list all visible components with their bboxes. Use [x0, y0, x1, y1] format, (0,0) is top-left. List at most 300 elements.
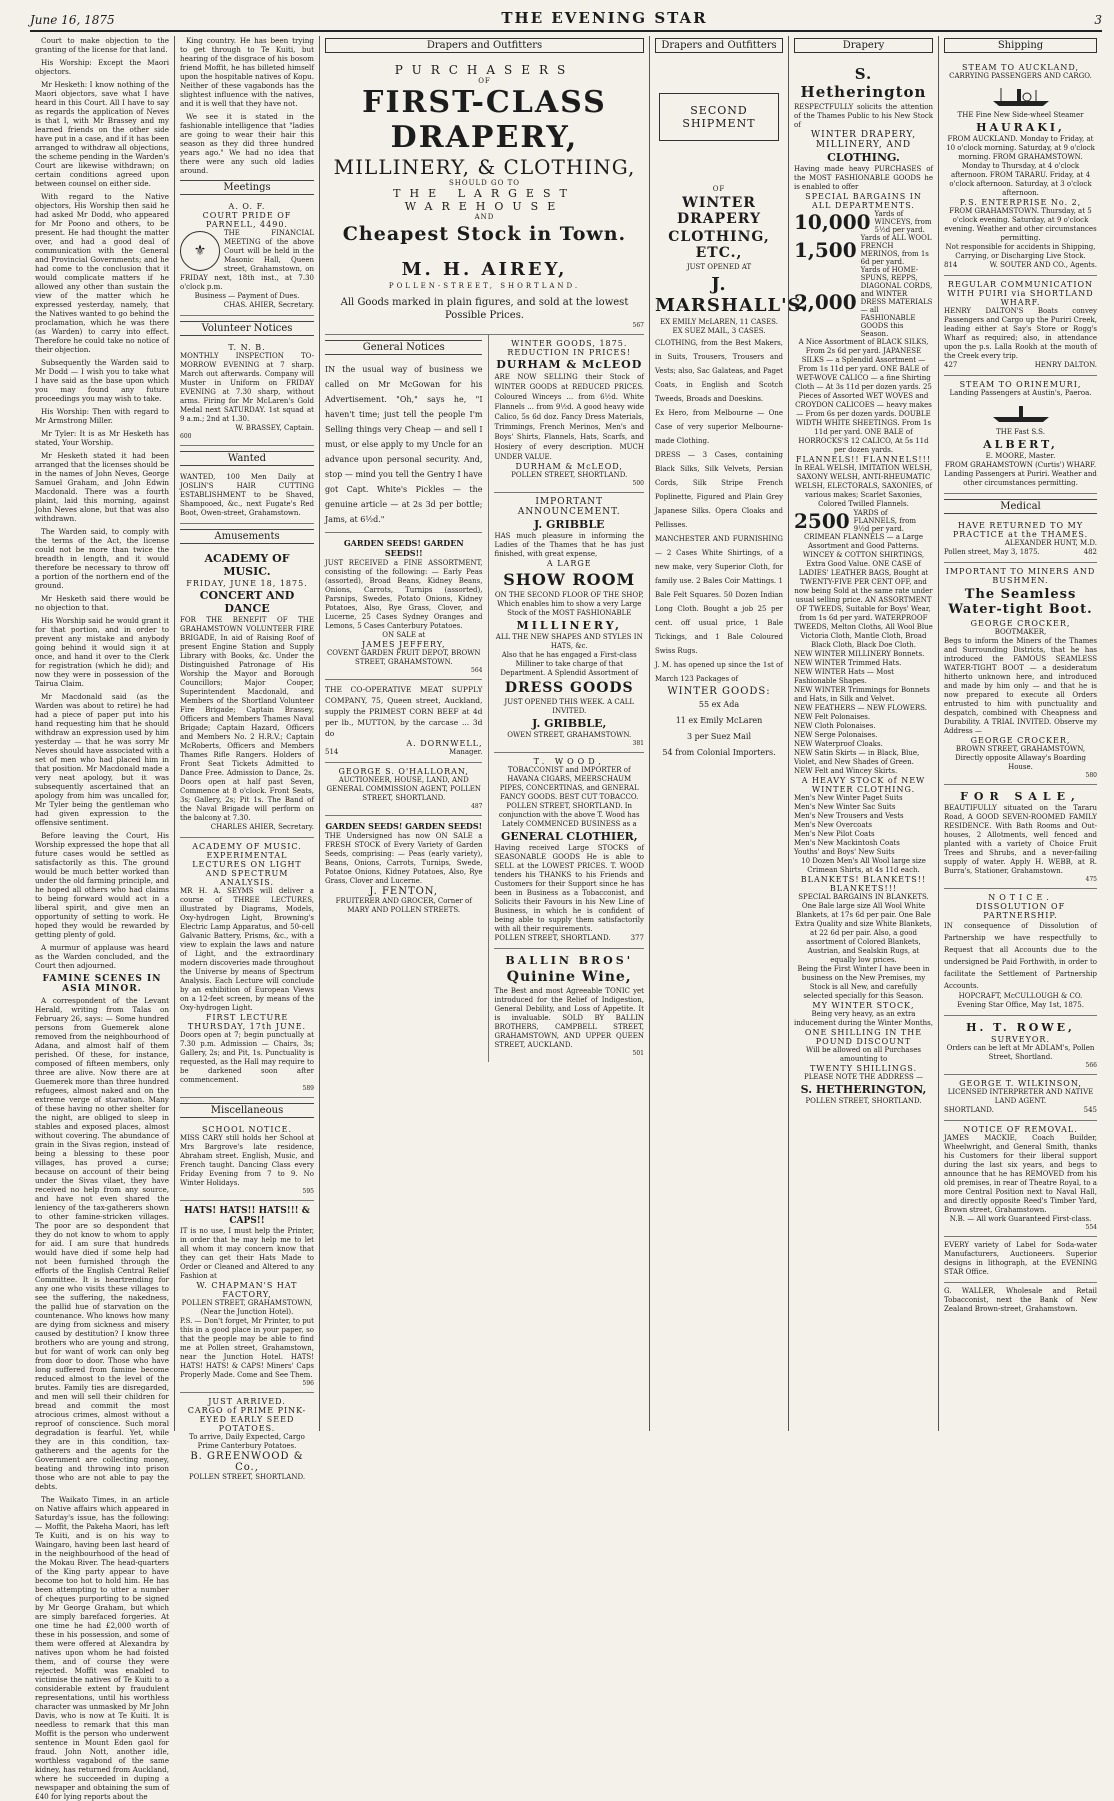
special-bargains: SPECIAL BARGAINS IN ALL DEPARTMENTS.: [805, 192, 922, 210]
dalton-text: HENRY DALTON'S Boats convey Passengers and Cargo up the Puriri Creek, leading either at Say's Store or Rogg's Wharf as required; also, in attendance upon the p.s. Lalla Rookh at the mouth of the Creek every trip.: [944, 307, 1097, 360]
school-text: MISS CARY still holds her School at Mrs Bargrove's late residence, Abraham street. English, Music, and French taught. Dancing Class every Friday Evening from 7 to 9. No Winter Holidays.: [180, 1134, 314, 1187]
millinery-clothing: MILLINERY, & CLOTHING,: [333, 155, 636, 179]
gribble-ad: [494, 493, 644, 753]
flannels-title: FLANNELS!! FLANNELS!!!: [795, 455, 932, 464]
list-item: Men's New Overcoats: [794, 821, 872, 829]
cargo-text: To arrive, Daily Expected, Cargo Prime Canterbury Potatoes.: [189, 1433, 305, 1450]
dissolution-ad: [944, 889, 1097, 1016]
dress-text: DRESS — 3 Cases, containing Black Silks, Silk Velvets, Persian Cords, Silk Stripe French Poplinette, Figured and Plain Grey Japanese Silks. Opera Cloaks and Pellisses.: [655, 451, 783, 529]
famine-headline: FAMINE SCENES IN ASIA MINOR.: [42, 974, 162, 994]
page-number: 3: [1094, 13, 1102, 27]
hunt-name: ALEXANDER HUNT, M.D.: [1004, 539, 1097, 547]
article-paragraph: Subsequently the Warden said to Mr Dodd — I wish you to take what I have said as the base upon which you may found any future proceedings you may wish to take.: [35, 358, 169, 403]
of-label-2: OF: [712, 185, 726, 193]
list-item: NEW Serge Polonaises.: [794, 731, 878, 739]
hauraki-name: HAURAKI,: [976, 121, 1065, 134]
jeffery-addr: COVENT GARDEN FRUIT DEPOT, BROWN STREET, GRAHAMSTOWN.: [326, 649, 481, 666]
rowe-text: Orders can be left at Mr ADLAM's, Pollen Street, Shortland.: [946, 1044, 1095, 1061]
list-item: Men's New Winter Paget Suits: [794, 794, 903, 802]
airey-name: M. H. AIREY,: [401, 259, 568, 280]
hunt-ad: [944, 517, 1097, 563]
packages-list: [655, 697, 783, 761]
wood-ad: [494, 753, 644, 949]
fig-2000-text: Yards of HOME-SPUNS, REPPS, DIAGONAL CORDS, and WINTER DRESS MATERIALS — all FASHIONABLE GOODS this Season.: [860, 266, 933, 338]
article-paragraph: His Worship: Except the Maori objectors.: [35, 58, 169, 76]
article-paragraph: Mr Macdonald said (as the Warden was about to retire) he had had a piece of paper put into his hand requesting him that he should withdraw an expression used by him yesterday — that he was sorry Mr Neves should have associated with a set of men who had placed him in that position. Mr Macdonald made a very neat apology, but it was subsequently ascertained that an apology from him was uncalled for, Mr Tyler being the gentleman who had given expression to the offensive sentiment.: [35, 692, 169, 827]
ohalloran-text: AUCTIONEER, HOUSE, LAND, AND GENERAL COMMISSION AGENT, POLLEN STREET, SHORTLAND.: [326, 776, 482, 802]
garden2-text: THE Undersigned has now ON SALE a FRESH STOCK of Every Variety of Garden Seeds, comprising: — Peas (early variety), Beans, Onions, Carrots, Turnips, Swede, Potatoe Onions, Kidney Potatoes, Also, Rye Grass, Clover and Lucerne.: [325, 832, 483, 885]
column-5: [789, 36, 939, 1431]
for-sale-title: FOR SALE,: [960, 790, 1081, 803]
ohalloran-ad: [325, 763, 482, 816]
silks-text: A Nice Assortment of BLACK SILKS, From 2s 6d per yard. JAPANESE SILKS — a Splendid Assortment — From 1s 11d per yard. ONE BALE of WET-WOVE CALICO — a fine Shirting Cloth — At 3s 11d per dozen yards. 25 Pieces of Assorted WET WOVES and CROYDON CALICOES — heavy makes — From 6s per dozen yards. DOUBLE WIDTH WHITE SHEETINGS. From 1s 11d per yard. ONE BALE of HORROCKS'S 12 CALICO, At 5s 11d per dozen yards.: [795, 338, 932, 454]
durham-ad: [494, 335, 644, 493]
concert-title: CONCERT AND DANCE: [199, 589, 295, 615]
rowe-ad: [944, 1016, 1097, 1075]
opened-text: J. M. has opened up since the 1st of March 123 Packages of: [655, 661, 783, 683]
albert-landing: Landing Passengers at Puriri. Weather and other circumstances permitting.: [944, 470, 1097, 487]
boot-title: The Seamless Water-tight Boot.: [948, 587, 1093, 617]
hats-text: IT is no use, I must help the Printer, in order that he may help me to let all whom it may concern know that they can get their Hats Made to Order or Cleaned and Altered to any Fashion at: [180, 1227, 314, 1280]
dozen-text: 10 Dozen Men's All Wool large size Crimean Shirts, at 4s 11d each.: [801, 857, 926, 874]
column-2-paragraphs: [180, 36, 314, 175]
mackie-num: 554: [1085, 1224, 1097, 1231]
article-paragraph: We see it is stated in the fashionable intelligence that "ladies are going to wear their hair this season as they did three hundred years ago." We had no idea that there were any such old ladies around.: [180, 112, 314, 175]
sale-ad: [944, 785, 1097, 889]
article-paragraph: The Warden said, to comply with the terms of the Act, the license could not be more than twice the breadth in length, and it would therefore be necessary to throw off a portion of the northern end of the ground.: [35, 527, 169, 590]
dalton-num: 427: [944, 361, 958, 369]
waller-text: G. WALLER, Wholesale and Retail Tobacconist, next the Bank of New Zealand Brown-street, Grahamstown.: [944, 1287, 1097, 1313]
interpreter-title: LICENSED INTERPRETER AND NATIVE LAND AGENT.: [947, 1088, 1094, 1105]
garden2-title: GARDEN SEEDS! GARDEN SEEDS!: [325, 821, 483, 831]
tnb-notice: [180, 339, 314, 446]
tnb-num: 600: [180, 433, 192, 440]
concert-notice: [180, 547, 314, 838]
winter-drapery: WINTER DRAPERY: [676, 195, 762, 227]
mackie-ad: [944, 1121, 1097, 1237]
souter-num: 814: [944, 261, 958, 269]
returned-text: HAVE RETURNED TO MY PRACTICE at the THAMES.: [952, 521, 1089, 539]
winter-goods-title: WINTER GOODS, 1875.: [511, 339, 628, 348]
new-items-list: [794, 650, 933, 776]
hats-name: W. CHAPMAN'S HAT FACTORY,: [196, 1281, 298, 1299]
court-title: COURT PRIDE OF PARNELL, 4490.: [202, 211, 292, 229]
column-6: [939, 36, 1102, 1431]
winter-stock-title: MY WINTER STOCK,: [812, 1001, 915, 1010]
opened-text: JUST OPENED THIS WEEK. A CALL INVITED.: [504, 698, 635, 715]
second-shipment-box: [659, 93, 779, 141]
ex-suez: EX SUEZ MAIL, 3 CASES.: [672, 327, 766, 335]
newspaper-title: THE EVENING STAR: [501, 9, 708, 27]
list-item: NEW WINTER Hats — Most Fashionable Shapes.: [794, 668, 894, 685]
list-item: Youths' and Boys' New Suits: [794, 848, 895, 856]
gribble-text: HAS much pleasure in informing the Ladies of the Thames that he has just finished, with great expense,: [494, 532, 644, 558]
ohalloran-num: 487: [471, 803, 483, 810]
first-lecture: FIRST LECTURE THURSDAY, 17th JUNE.: [187, 1013, 307, 1031]
coop-ad: [325, 680, 482, 763]
miners-title: IMPORTANT TO MINERS AND BUSHMEN.: [945, 567, 1096, 585]
hats-title: HATS! HATS!! HATS!!! & CAPS!!: [184, 1206, 310, 1226]
of-label: OF: [478, 77, 491, 85]
tnb-title: T. N. B.: [228, 343, 266, 352]
hauraki-text: THE Fine New Side-wheel Steamer: [957, 111, 1084, 119]
show-text: ON THE SECOND FLOOR OF THE SHOP, Which enables him to show a very Large Stock of the MOST FASHIONABLE: [494, 591, 644, 617]
article-paragraph: Mr Hesketh stated it had been arranged that the licenses should be in the names of John Neves, George Samuel Graham, and John Edwin Macdonald. There was a fourth plaint, laid this morning, against John Neves alone, but that was also withdrawn.: [35, 451, 169, 523]
ex-emily: EX EMILY McLAREN, 11 CASES.: [660, 318, 778, 326]
article-paragraph: His Worship said he would grant it for that portion, and in order to prevent any mistake and anybody going behind it would sign it at once, and hand it over to the Clerk for registration (which he did); and now they were in possession of the Tairua Claim.: [35, 616, 169, 688]
ballin-num: 501: [632, 1050, 644, 1057]
lecture-tail: Doors open at 7; begin punctually at 7.30 p.m. Admission — Chairs, 3s; Gallery, 2s; and Pit, 1s. Punctuality is requested, as the Hall may require to be darkened soon after commencement.: [180, 1031, 314, 1084]
please-note: PLEASE NOTE THE ADDRESS —: [804, 1073, 923, 1081]
fenton-ad: [325, 816, 482, 920]
first-winter-text: Being the First Winter I have been in business on the New Premises, my Stock is all New, and carefully selected specially for this Season.: [797, 965, 930, 1000]
wanted-text: WANTED, 100 Men Daily at JOSLIN'S HAIR CUTTING ESTABLISHMENT to be Shaved, Shampooed, &c., next Fugate's Red Boot, Owen-street, Grahamstown.: [180, 473, 314, 517]
gribble-title: J. GRIBBLE: [534, 518, 605, 531]
millinery-label: MILLINERY,: [516, 619, 622, 632]
manchester-text: MANCHESTER AND FURNISHING — 2 Cases White Shirtings, of a new make, very Superior Cloth, for family use. 2 Bales Coir Mattings. 1 Bale Felt Squares. 50 Dozen Indian Long Cloth. Bought a job 25 per cent. off usual price, 1 Bale Tickings, and 1 Bale Coloured Swiss Rugs.: [655, 535, 783, 655]
albert-text: THE Fast S.S.: [996, 428, 1045, 436]
wood-text: TOBACCONIST and IMPORTER of HAVANA CIGARS, MEERSCHAUM PIPES, CONCERTINAS, and GENERAL FANCY GOODS. BEST CUT TOBACCO. POLLEN STREET, SHORTLAND. In conjunction with the above T. Wood has Lately COMMENCED BUSINESS as a: [498, 766, 640, 828]
crocker-name-2: GEORGE CROCKER,: [970, 736, 1071, 745]
fig-10000: 10,000: [794, 210, 871, 234]
orinemuri-title: STEAM TO ORINEMURI,: [959, 380, 1082, 389]
jeffery-num: 564: [471, 667, 483, 674]
dornwell-role: Manager.: [449, 748, 483, 756]
just-opened: JUST OPENED AT: [686, 263, 752, 271]
lectures-text: MR H. A. SEYMS will deliver a course of THREE LECTURES, illustrated by Diagrams, Models, Oxy-hydrogen Light, Browning's Electric Lamp Apparatus, and 50-cell Galvanic Battery, Prisms, &c., with a view to explain the laws and nature of Light, and the extraordinary modern discoveries made throughout the Universe by means of Spectrum Analysis. Each Lecture will conclude by an exhibition of European Views on a 12-feet screen, by means of the Oxy-hydrogen Light.: [180, 887, 314, 1012]
meetings-heading: Meetings: [180, 180, 314, 195]
souter-name: W. SOUTER AND CO., Agents.: [989, 261, 1097, 269]
arrived-title: JUST ARRIVED.: [208, 1397, 286, 1406]
winter-goods-label: WINTER GOODS:: [667, 686, 771, 697]
reduction-title: REDUCTION IN PRICES!: [507, 348, 632, 357]
ballin-text: The Best and most Agreeable TONIC yet introduced for the Relief of Indigestion, General Debility, and Loss of Appetite. It is invaluable. SOLD BY BALLIN BROTHERS, CAMPBELL STREET, GRAHAMSTOWN, AND UPPER QUEEN STREET, AUCKLAND.: [494, 987, 644, 1049]
article-paragraph: Mr Hesketh: I know nothing of the Maori objectors, save what I have heard in this Court. All I have to say as regards the application of Neves is that I, with Mr Brassey and my learned friends on the other side have put in a case, and if it has been arranged to withdraw all objections, the scheme pending in the Warden's Court are likewise withdrawn; on certain conditions agreed upon between counsel on either side.: [35, 80, 169, 188]
garden-title: GARDEN SEEDS! GARDEN SEEDS!!: [343, 538, 464, 558]
fenton-addr: FRUITERER AND GROCER, Corner of MARY AND POLLEN STREETS.: [335, 897, 472, 914]
fenton-name: J. FENTON,: [369, 886, 439, 897]
removal-title: NOTICE OF REMOVAL.: [963, 1125, 1078, 1134]
marshall-ad: [655, 181, 809, 766]
gribble-addr: OWEN STREET, GRAHAMSTOWN.: [507, 731, 632, 739]
concert-sign: CHARLES AHIER, Secretary.: [210, 823, 314, 831]
jeffery-name: JAMES JEFFERY,: [361, 640, 446, 649]
should-go-to: SHOULD GO TO: [449, 179, 520, 187]
clothier-title: GENERAL CLOTHIER,: [500, 830, 638, 843]
article-paragraph: His Worship: Then with regard to Mr Armstrong Miller.: [35, 407, 169, 425]
hero-text: Ex Hero, from Melbourne — One Case of very superior Melbourne-made Clothing.: [655, 409, 783, 445]
albert-master: E. MOORE, Master.: [985, 452, 1056, 460]
famine-article: [35, 996, 169, 1801]
crocker-role: BOOTMAKER,: [994, 628, 1047, 636]
article-paragraph: With regard to the Native objectors, His Worship then said he had asked Mr Dodd, who appeared for Mr Poono and others, to be present. He had thought the matter over, and had a good deal of communication with the General and Provincial Governments; and he had come to the conclusion that it would complicate matters if he allowed any other than sustain the view of the matter which he expressed yesterday, namely, that the Natives wanted to go behind the proclamation, which he was there (as Warden) to carry into effect. Therefore he could take no notice of their objection.: [35, 192, 169, 354]
aof-sign: CHAS. AHIER, Secretary.: [223, 301, 314, 309]
hopcraft-name: HOPCRAFT, McCULLOUGH & CO.: [958, 992, 1083, 1000]
list-item: Men's New Mackintosh Coats: [794, 839, 900, 847]
not-responsible: Not responsible for accidents in Shipping, Carrying, or Discharging Live Stock.: [945, 243, 1096, 260]
wanted-notice: [180, 469, 314, 524]
list-item: 54 from Colonial Importers.: [662, 748, 776, 757]
list-item: Men's New Trousers and Vests: [794, 812, 904, 820]
gribble-num: 381: [632, 740, 644, 747]
gribble-text2: Also that he has engaged a First-class Milliner to take charge of that Department. A Splendid Assortment of: [500, 651, 639, 677]
hauraki-ad: [944, 59, 1097, 276]
men-items-list: [794, 794, 933, 857]
hats-num: 596: [302, 1380, 314, 1387]
concert-text: FOR THE BENEFIT OF THE GRAHAMSTOWN VOLUNTEER FIRE BRIGADE, In aid of Raising Roof of present Engine Station and Supply Library with Books, &c. Under the Distinguished Patronage of His Worship the Mayor and Borough Councillors; Major Cooper, Superintendent Macdonald, and Members of the Shortland Volunteer Fire Brigade; Captain Brassey, Officers and Members Thames Naval Brigade; Captain Hazard, Officers and Members No. 2 H.R.V.; Captain McRoberts, Officers and Members Thames Rifle Rangers. Holders of Front Seat Tickets Admitted to Dance Free. Admission to Dance, 2s. Doors open at half past Seven, Commence at 8 o'clock. Front Seats, 3s; Gallery, 2s; Pit 1s. The Band of the Naval Brigade will perform on the balcony at 7.30.: [180, 616, 314, 822]
albert-name: ALBERT,: [983, 438, 1058, 451]
list-item: NEW Felt and Wincey Skirts.: [794, 767, 898, 775]
shilling-title: ONE SHILLING IN THE POUND DISCOUNT: [804, 1028, 923, 1046]
lecture-num: 589: [302, 1085, 314, 1092]
col3-left-sub: [325, 335, 482, 1062]
list-item: 3 per Suez Mail: [686, 732, 752, 741]
article-paragraph: Before leaving the Court, His Worship expressed the hope that all future cases would be settled as satisfactorily as this. The ground would be much better worked than under the old farming principle, and he hoped all others who had claims to being forward would act in a liberal spirit, and give men an opportunity of setting to work. He hoped they would be rewarded by getting plenty of gold.: [35, 831, 169, 939]
surveyor-title: SURVEYOR.: [991, 1035, 1050, 1044]
list-item: NEW Satin Skirts — in Black, Blue, Violet, and New Shades of Green.: [794, 749, 920, 766]
durham-num: 500: [632, 480, 644, 487]
crocker-name: GEORGE CROCKER,: [970, 619, 1071, 628]
hetherington-name-2: S. HETHERINGTON,: [800, 1083, 927, 1096]
purchasers-label: PURCHASERS: [394, 63, 575, 77]
list-item: NEW WINTER Trimmed Hats.: [794, 659, 902, 667]
list-item: NEW FEATHERS — NEW FLOWERS.: [794, 704, 927, 712]
hats-ps: P.S. — Don't forget, Mr Printer, to put this in a good place in your paper, so that the people may be able to find me at Pollen street, Grahamstown, near the Junction Hotel. HATS! HATS! HATS! & CAPS! Miners' Caps Properly Made. Come and See Them.: [180, 1317, 314, 1379]
rowe-name: H. T. ROWE,: [966, 1021, 1075, 1034]
labels-text: EVERY variety of Label for Soda-water Manufacturers, Auctioneers. Superior designs in lithograph, at the EVENING STAR Office.: [944, 1241, 1097, 1276]
garden-sale: ON SALE at: [382, 631, 426, 639]
potatoes-notice: [180, 1393, 314, 1487]
quinine-title: Quinine Wine,: [506, 969, 632, 985]
hetherington-addr: POLLEN STREET, SHORTLAND.: [805, 1097, 922, 1105]
article-paragraph: A correspondent of the Levant Herald, writing from Talas on February 26, says: — Some hundred persons from Guemerek alone removed from the neighbourhood of Adana, and almost half of them perished. Of these, for instance, composed of fifteen members, only three are alive. Now there are at Guemerek more than three hundred refugees, almost naked and on the extreme verge of starvation. Many of these having no other shelter for the night, are obliged to sleep in stables and exposed places, almost without covering. The abundance of grain in the Sivas region, instead of being a blessing to these poor villages, has proved a curse; because on account of their being under the Sivas vilaet, they have received no help from any source, and have not even shared the leniency of the tax-gatherers shown to other famine-stricken villages. The poor are so despondent that they do not know to whom to apply for aid. I am sure that hundreds would have died if some help had not been furnished through the efforts of the English Central Relief Committee. It is heartrending for any one who visits these villages to see the suffering, the nakedness, the pallid hue of starvation on the countenance. Who knows how many are dying from sickness and misery caused by destitution? I know three brothers who are young and strong, but for want of work can only beg from door to door. Those who have long suffered from famine become reduced almost to the level of the brutes. Family ties are disregarded, and men will sell their children for bread and commit the most atrocious crimes, almost without a reproof of conscience. Such moral degradation is fearful. Yet, while they are in this condition, tax-gatherers and the agents for the Government are collecting money, beating and throwing into prison those who are not able to pay the debts.: [35, 996, 169, 1491]
column-1: [30, 36, 175, 1801]
list-item: NEW Cloth Polonaises.: [794, 722, 876, 730]
rowe-num: 566: [1085, 1062, 1097, 1069]
drapers-heading: Drapers and Outfitters: [325, 38, 644, 53]
winter-stock-text: Being very heavy, as an extra inducement during the Winter Months,: [794, 1010, 933, 1027]
school-num: 595: [302, 1188, 314, 1195]
clothing-label: CLOTHING.: [827, 151, 900, 164]
wilkinson-name: GEORGE T. WILKINSON,: [959, 1079, 1082, 1088]
carrying-text: CARRYING PASSENGERS AND CARGO.: [949, 72, 1092, 80]
dornwell-num: 514: [325, 748, 339, 756]
airey-num: 567: [632, 322, 644, 329]
warden-court-report: [35, 36, 169, 970]
wilkinson-ad: [944, 1075, 1097, 1121]
aof-text: THE FINANCIAL MEETING of the above Court will be held in the Masonic Hall, Queen street, Grahamstown, on FRIDAY next, 18th inst., at 7.30 o'clock p.m.: [180, 229, 314, 291]
lectures-title: EXPERIMENTAL LECTURES ON LIGHT AND SPECTRUM ANALYSIS.: [192, 851, 302, 887]
academy-title-2: ACADEMY OF MUSIC.: [192, 842, 302, 851]
wilkinson-num: 545: [1083, 1106, 1097, 1114]
dalton-sign: HENRY DALTON.: [1034, 361, 1097, 369]
list-item: NEW Waterproof Cloaks.: [794, 740, 883, 748]
ohalloran-name: GEORGE S. O'HALLORAN,: [338, 767, 469, 776]
blankets-text: SPECIAL BARGAINS IN BLANKETS. One Bale large size All Wool White Blankets, at 17s 6d per pair. One Bale Extra Quality and size White Blankets, at 22 6d per pair. Also, a good assortment of Colored Blankets, Austrian, and Sealskin Rugs, at equally low prices.: [795, 893, 932, 964]
heavy-stock: A HEAVY STOCK of NEW WINTER CLOTHING.: [801, 776, 926, 794]
clothing-etc: CLOTHING, ETC.,: [668, 229, 770, 261]
fig-2500: 2500: [794, 509, 850, 533]
article-paragraph: A murmur of applause was heard as the Warden concluded, and the Court then adjourned.: [35, 943, 169, 970]
tnb-sign: W. BRASSEY, Captain.: [235, 424, 314, 432]
garden-text: JUST RECEIVED a FINE ASSORTMENT, consisting of the following: — Early Peas (assorted), Broad Beans, Kidney Beans, Onions, Carrots, Turnips (assorted), Parsnips, Swedes, Potato Onions, Kidney Potatoes, Also, Rye Grass, Clover, and Lucerne, 25 Cases Sydney Oranges and Lemons, 5 Cases Canterbury Potatoes.: [325, 559, 483, 630]
wood-num: 377: [630, 934, 644, 942]
styles-text: ALL THE NEW SHAPES AND STYLES IN HATS, &c.: [495, 633, 643, 650]
drapers-heading-2: Drapers and Outfitters: [655, 38, 783, 53]
mcgowan-dialogue: IN the usual way of business we called on Mr McGowan for his Advertisement. "Oh," says he, "I haven't time; just tell the people I'm Selling things very Cheap — and sell I must, or else apply to my Uncle for an advance upon personal security. And, stop — mind you tell the Gentry I have got Capt. White's Pickles — the genuine article — at 2s 3d per bottle; Jams, at 6½d.": [325, 365, 483, 524]
dornwell-name: A. DORNWELL,: [406, 739, 483, 748]
column-4: [650, 36, 809, 1431]
article-paragraph: Mr Hesketh said there would be no objection to that.: [35, 594, 169, 612]
show-room: SHOW ROOM: [503, 570, 636, 589]
hopcraft-addr: Evening Star Office, May 1st, 1875.: [957, 1001, 1084, 1009]
hunt-addr: Pollen street, May 3, 1875.: [944, 548, 1040, 556]
hats-notice: [180, 1201, 314, 1393]
plain-figures: All Goods marked in plain figures, and sold at the lowest Possible Prices.: [340, 297, 629, 321]
ballin-title: BALLIN BROS': [505, 954, 634, 967]
greenwood-name: B. GREENWOOD & Co.,: [190, 1451, 304, 1473]
school-title: SCHOOL NOTICE.: [201, 1125, 293, 1134]
shipping-heading: Shipping: [944, 38, 1097, 53]
dress-goods: DRESS GOODS: [504, 680, 634, 696]
durham-addr: POLLEN STREET, SHORTLAND.: [511, 471, 628, 479]
shilling-text: Will be allowed on all Purchases amounting to: [806, 1046, 921, 1063]
and-label: AND: [474, 213, 495, 221]
wood-addr: POLLEN STREET, SHORTLAND.: [494, 934, 611, 942]
steam-auckland: STEAM TO AUCKLAND,: [962, 63, 1079, 72]
large-label: A LARGE: [546, 559, 592, 568]
misc-heading: Miscellaneous: [180, 1103, 314, 1118]
aof-business: Business — Payment of Dues.: [194, 292, 300, 300]
school-notice: [180, 1121, 314, 1201]
mackie-nb: N.B. — All work Guaranteed First-class.: [949, 1215, 1092, 1223]
regular-title: REGULAR COMMUNICATION WITH PUIRI via SHORTLAND WHARF.: [947, 280, 1094, 307]
dissolution-title: DISSOLUTION OF PARTNERSHIP.: [975, 902, 1066, 920]
list-item: 11 ex Emily McLaren: [675, 716, 763, 725]
tnb-text: MONTHLY INSPECTION TO-MORROW EVENING at 7 sharp. March out afterwards. Company will Muster in Uniform on FRIDAY EVENING at 7.30 sharp, without arms. Firing for Mr McLaren's Gold Medal next SATURDAY. 1st squad at 9 a.m.; 2nd at 1.30.: [180, 352, 314, 423]
article-paragraph: Mr Tyler: It is as Mr Hesketh has stated, Your Worship.: [35, 429, 169, 447]
important-title: IMPORTANT ANNOUNCEMENT.: [517, 497, 621, 517]
largest-warehouse: THE LARGEST WAREHOUSE: [393, 187, 576, 213]
article-paragraph: The Waikato Times, in an article on Native affairs which appeared in Saturday's issue, has the following: — Moffit, the Pakeha Maori, has left Te Kuiti, and is on his way to Waingaro, having been last heard of in the neighbourhood of the head of the Mokau River. The head-quarters of the King party appear to have become too hot to hold him. He has been attempting to utter a number of cheques purporting to be signed by Mr George Graham, but which are simply barefaced forgeries. At one time he had £2,000 worth of these in his possession, and some of them were offered at Alexandra by natives upon whom he had foisted them, and of course they were rejected. Moffit was enabled to victimise the natives of Te Kuiti to a considerable extent by fraudulent representations, until his worthless character was unmasked by Mr John Davis, who is now at Te Kuiti. It is needless to remark that this man Moffit is the person who underwent sentence in Mount Eden gaol for fraud. John Nott, another idle, worthless vagabond of the same kidney, has returned from Auckland, where he succeeded in duping a newspaper and obtaining the sum of £40 for lying reports about the: [35, 1495, 169, 1801]
purchased-text: Having made heavy PURCHASES of the MOST FASHIONABLE GOODS he is enabled to offer: [794, 165, 933, 191]
dalton-ad: [944, 276, 1097, 376]
fig-2000: 2,000: [794, 290, 857, 314]
ballin-ad: [494, 949, 644, 1062]
amusements-heading: Amusements: [180, 529, 314, 544]
airey-addr: POLLEN-STREET, SHORTLAND.: [388, 282, 581, 290]
academy-title: ACADEMY OF MUSIC.: [204, 552, 290, 578]
wood-text2: Having received Large STOCKS of SEASONABLE GOODS He is able to SELL at the LOWEST PRICES. T. WOOD tenders his THANKS to his Friends and Customers for their Support since he has been in Business as a Tobacconist, and Solicits their Favours in his New Line of Business, in which he is confident of being able to supply them satisfactorily with all their requirements.: [494, 844, 644, 933]
second-shipment: SECOND SHIPMENT: [682, 104, 756, 130]
aof-title: A. O. F.: [228, 202, 266, 211]
labels-ad: [944, 1237, 1097, 1283]
enterprise-schedule: FROM GRAHAMSTOWN. Thursday, at 5 o'clock evening. Saturday, at 9 o'clock evening. Weather and other circumstances permitting.: [944, 207, 1097, 242]
fig-1500-text: Yards of ALL WOOL FRENCH MERINOS, from 1s 6d per yard.: [860, 234, 932, 266]
winter-drapery-label: WINTER DRAPERY, MILLINERY, AND: [810, 130, 917, 150]
durham-title: DURHAM & McLEOD: [496, 358, 643, 371]
coop-text: THE CO-OPERATIVE MEAT SUPPLY COMPANY, 75, Queen street, Auckland, supply the PRIMEST CORN BEEF at 4d per lb., MUTTON, by the carcase ... 3d do: [325, 685, 483, 738]
steamship-icon-2: [991, 401, 1051, 425]
waller-ad: [944, 1283, 1097, 1319]
hats-addr: POLLEN STREET, GRAHAMSTOWN, (Near the Junction Hotel).: [181, 1299, 313, 1316]
drapery-heading: Drapery: [794, 38, 933, 53]
sale-num: 475: [1085, 876, 1097, 883]
crocker-text: Begs to inform the Miners of the Thames and Surrounding Districts, that he has introduced the FAMOUS SEAMLESS WATER-TIGHT BOOT — a desideratum hitherto unknown here, and introduced and made by him only — and that he is now prepared to execute all Orders entrusted to him with punctuality and despatch, combined with Cheapness and Durability. A TRIAL INVITED. Observe my Address —: [944, 637, 1097, 735]
article-paragraph: Court to make objection to the granting of the license for that land.: [35, 36, 169, 54]
col3-right-sub: [488, 335, 644, 1062]
wood-name: T. WOOD,: [533, 757, 605, 766]
landing-text: Landing Passengers at Austin's, Paeroa.: [949, 389, 1092, 397]
cargo-title: CARGO of PRIME PINK-EYED EARLY SEED POTATOES.: [187, 1406, 307, 1433]
list-item: NEW WINTER Trimmings for Bonnets and Hats, in Silk and Velvet.: [794, 686, 930, 703]
article-paragraph: King country. He has been trying to get through to Te Kuiti, but hearing of the disgrace of his bosom friend Moffit, he has billeted himself upon the hospitable natives of Kopu. Neither of these vagabonds has the slightest influence with the natives, and it is well that they have not.: [180, 36, 314, 108]
flannels-text: In REAL WELSH, IMITATION WELSH, SAXONY WELSH, ANTI-RHEUMATIC WELSH, ELECTORALS, SAXONIES, of various makes; Scarlet Saxonies, Colored Twilled Flannels.: [794, 464, 933, 508]
notice-title: NOTICE.: [988, 893, 1053, 902]
albert-from: FROM GRAHAMSTOWN (Curtis') WHARF.: [944, 461, 1097, 469]
volunteer-heading: Volunteer Notices: [180, 321, 314, 336]
dissolution-text: IN consequence of Dissolution of Partnership we have respectfully to Request that all Accounts due to the undersigned be Paid Forthwith, in order to facilitate the Settlement of Partnership Accounts.: [944, 922, 1097, 990]
albert-ad: [944, 376, 1097, 494]
list-item: NEW WINTER MILLINERY Bonnets.: [794, 650, 925, 658]
enterprise-name: P.S. ENTERPRISE No. 2,: [959, 198, 1082, 207]
crimean-text: CRIMEAN FLANNELS — a Large Assortment and Good Patterns. WINCEY & COTTON SHIRTINGS, Extra Good Value. ONE CASE of LADIES' LEATHER BAGS, Bought at TWENTY-FIVE PER CENT OFF, and now being Sold at the same rate under usual selling price. AN ASSORTMENT OF TWEEDS, Suitable for Boys' Wear, from 1s 6d per yard. WATERPROOF TWEEDS, Melton Cloths, All Wool Blue Victoria Cloth, Mantle Cloth, Broad Black Cloth, Black Doe Cloth.: [794, 533, 933, 649]
coat-of-arms-icon: ⚜: [180, 231, 220, 271]
crocker-num: 580: [1085, 772, 1097, 779]
column-3: [320, 36, 650, 1431]
fig-1500: 1,500: [794, 238, 857, 262]
crocker-addr: BROWN STREET, GRAHAMSTOWN, Directly opposite Allaway's Boarding House.: [954, 745, 1087, 771]
hauraki-schedule: FROM AUCKLAND. Monday to Friday, at 10 o'clock morning. Saturday, at 9 o'clock morning. FROM GRAHAMSTOWN. Monday to Thursday, at 4 o'clock afternoon. FROM TARARU. Friday, at 4 o'clock afternoon. Saturday, at 3 o'clock afternoon.: [946, 135, 1095, 197]
fig-10000-text: Yards of WINCEYS, from 5½d per yard.: [874, 210, 932, 234]
list-item: Men's New Winter Sac Suits: [794, 803, 896, 811]
twenty-shillings: TWENTY SHILLINGS.: [809, 1064, 918, 1073]
greenwood-addr: POLLEN STREET, SHORTLAND.: [188, 1473, 306, 1481]
list-item: Men's New Pilot Coats: [794, 830, 875, 838]
hetherington-name: S. Hetherington: [800, 65, 927, 101]
blankets-title: BLANKETS! BLANKETS!! BLANKETS!!!: [800, 875, 927, 893]
cheapest-stock: Cheapest Stock in Town.: [342, 223, 627, 245]
wilkinson-addr: SHORTLAND.: [944, 1106, 994, 1114]
column-2: [175, 36, 320, 1481]
steamship-icon: [991, 84, 1051, 108]
airey-ad: [325, 59, 644, 335]
masthead: [30, 6, 1102, 32]
first-class-drapery: FIRST-CLASS DRAPERY,: [362, 85, 607, 155]
general-heading: General Notices: [325, 340, 482, 355]
garden-seeds-ad: [325, 533, 482, 680]
fig-2500-text: YARDS of FLANNELS, from 9½d per yard.: [853, 509, 917, 533]
issue-date: June 16, 1875: [30, 13, 115, 27]
wanted-heading: Wanted: [180, 451, 314, 466]
hunt-num: 482: [1083, 548, 1097, 556]
gribble-name: J. GRIBBLE,: [532, 717, 607, 730]
concert-date: FRIDAY, JUNE 18, 1875.: [186, 579, 308, 588]
crocker-ad: [944, 563, 1097, 785]
mackie-text: JAMES MACKIE, Coach Builder, Wheelwright, and General Smith, thanks his Customers for their liberal support during the last six years, and begs to announce that he has REMOVED from his old premises, in rear of Theatre Royal, to a more Central Position next to Naval Hall, and directly opposite Reed's Timber Yard, Brown street, Grahamstown.: [944, 1134, 1097, 1214]
medical-heading: Medical: [944, 499, 1097, 514]
durham-name: DURHAM & McLEOD,: [515, 462, 623, 471]
list-item: NEW Felt Polonaises.: [794, 713, 871, 721]
mcgowan-ad: [325, 358, 482, 533]
marshall-name: J. MARSHALL'S.: [655, 274, 809, 316]
list-item: 55 ex Ada: [698, 700, 740, 709]
lectures-notice: [180, 838, 314, 1098]
hetherington-ad: [794, 59, 933, 1111]
sale-text: BEAUTIFULLY situated on the Tararu Road, A GOOD SEVEN-ROOMED FAMILY RESIDENCE. With Bath Rooms and Out-houses, 2 Allotments, well fenced and planted with a variety of Choice Fruit Trees and Shrubs, and a never-failing supply of water. Apply H. WEBB, at R. Burra's, Stationer, Grahamstown.: [944, 804, 1097, 875]
aof-notice: [180, 198, 314, 316]
durham-text: ARE NOW SELLING their Stock of WINTER GOODS at REDUCED PRICES. Coloured Winceys ... from 6½d. White Flannels ... from 9½d. A good heavy wide Calico, 5s 6d doz. Fancy Dress Materials, Trimmings, French Merinos, Men's and Boys' Shirts, Flannels, Hats, Scarfs, and Hosiery of every description. MUCH UNDER VALUE.: [494, 373, 644, 461]
